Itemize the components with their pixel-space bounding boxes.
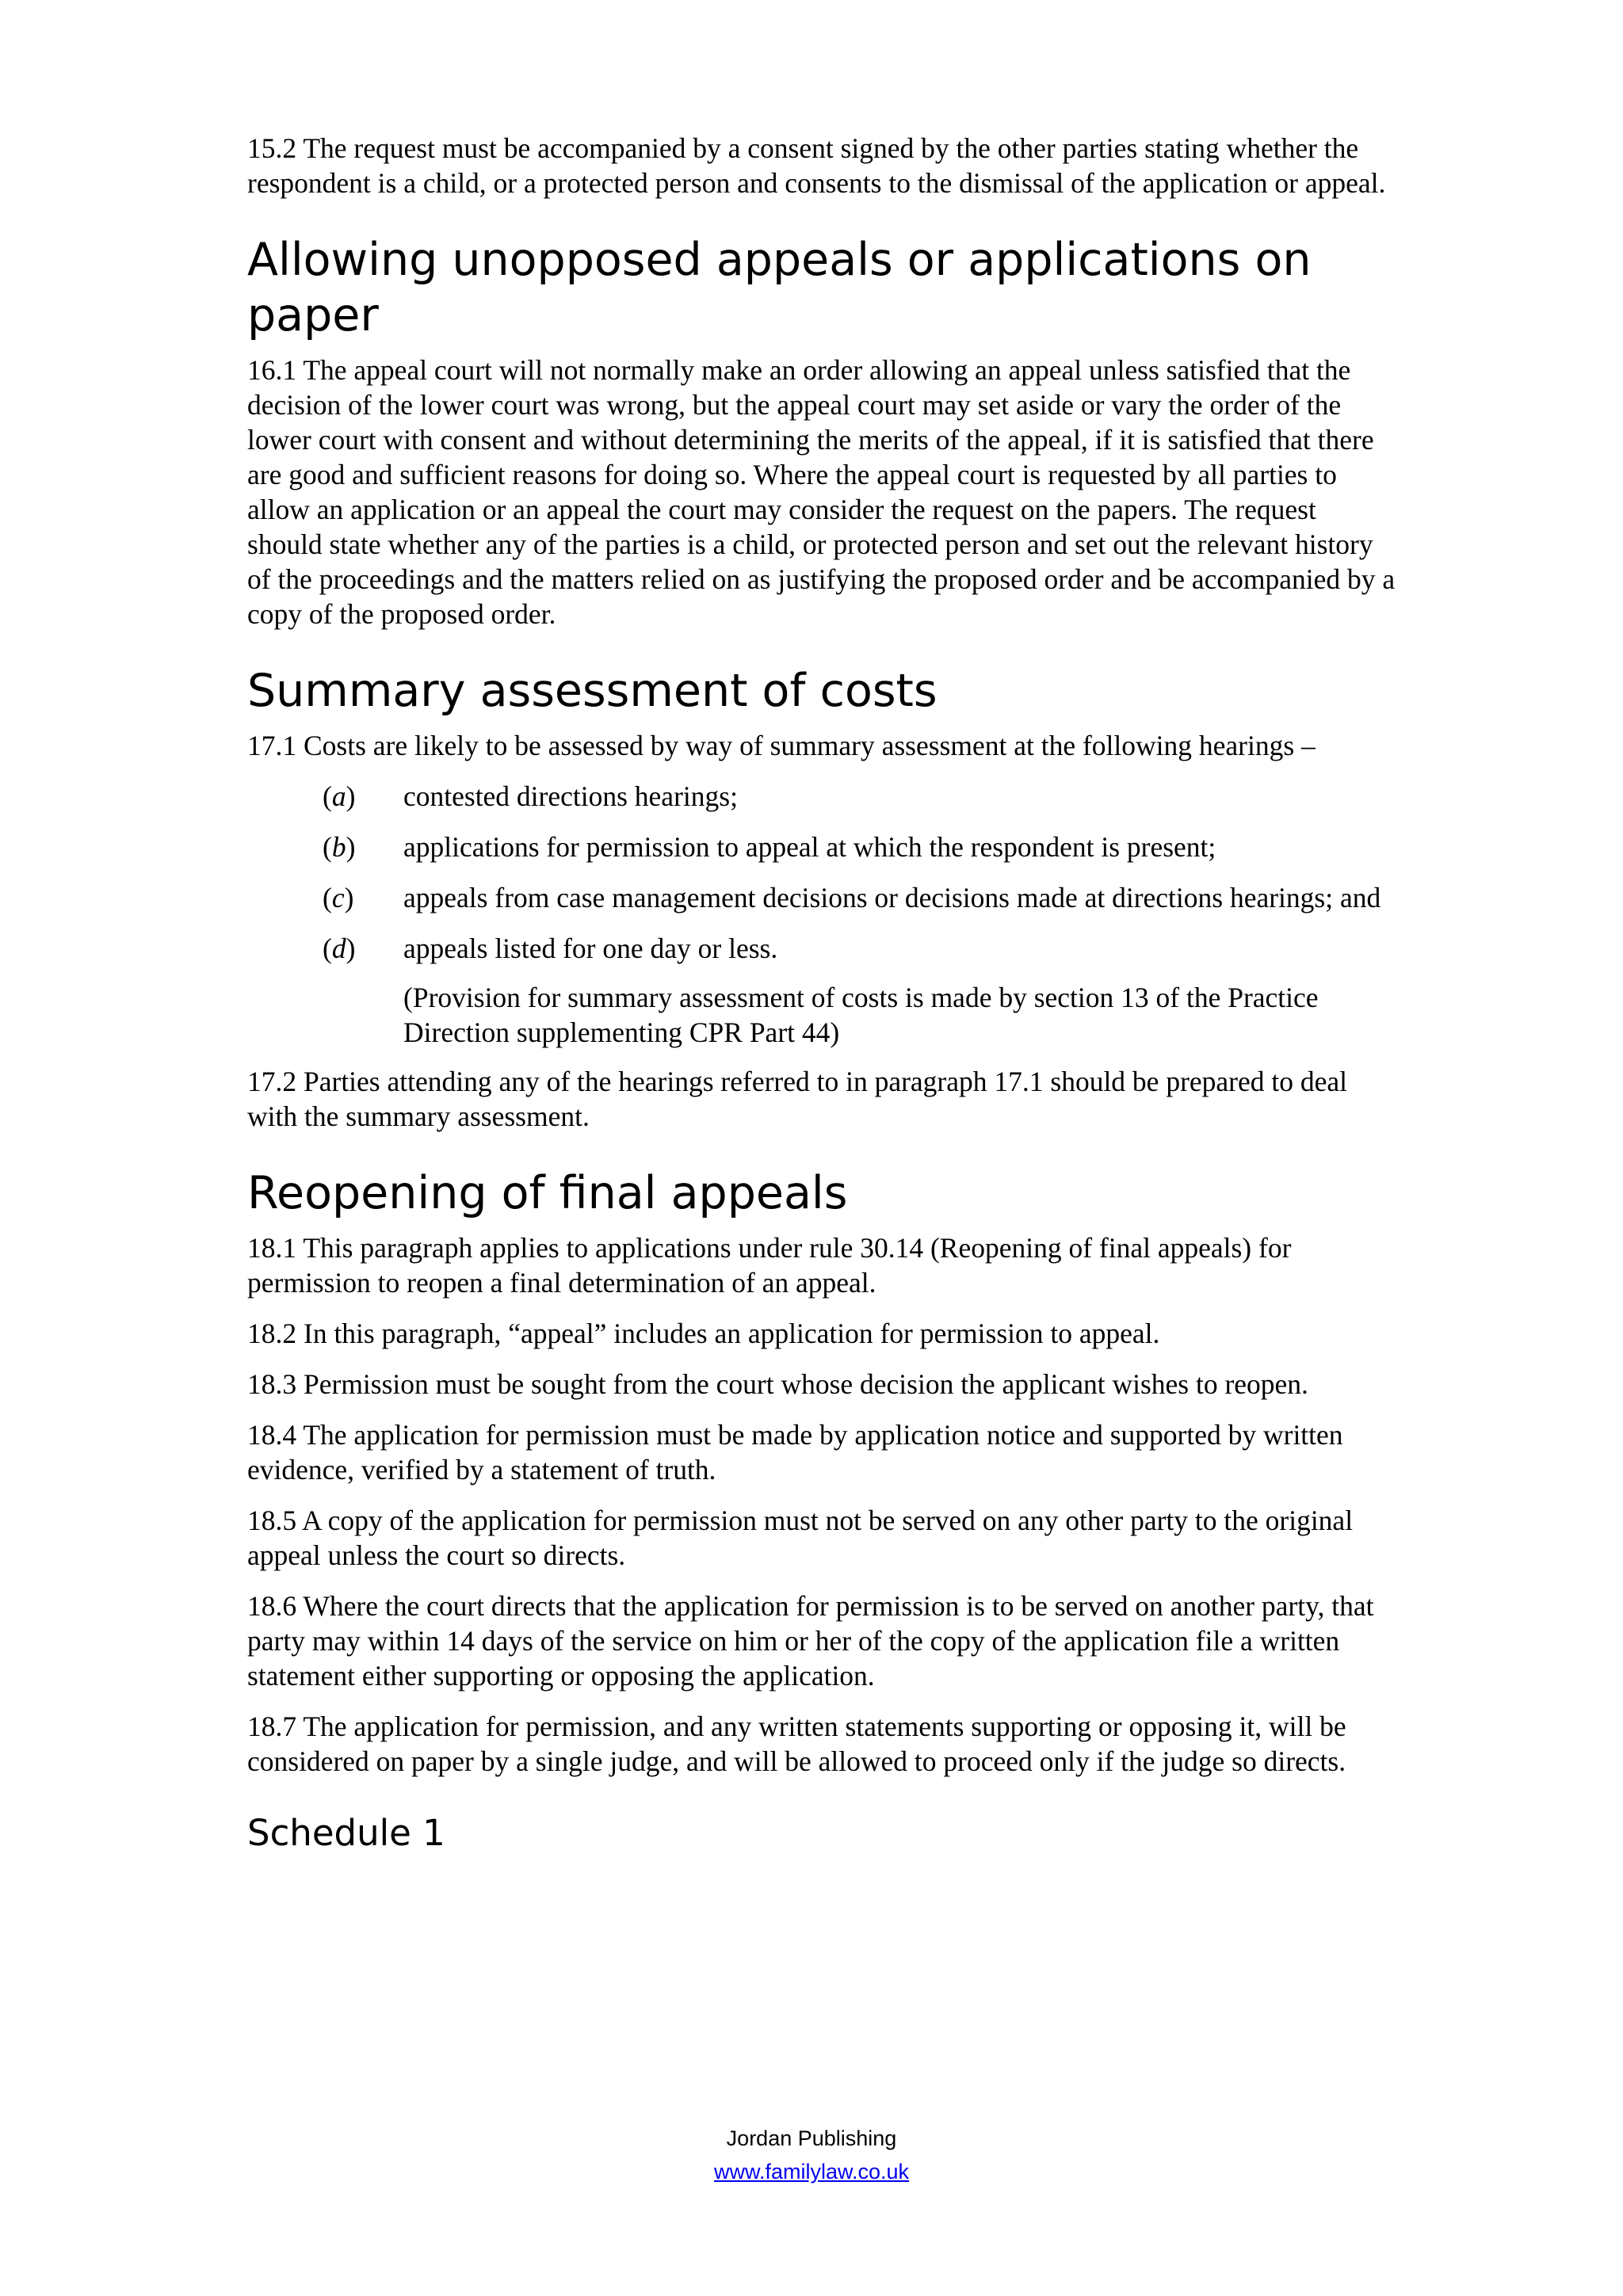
provision-note: (Provision for summary assessment of costs is made by section 13 of the Practice Direction supplementing CPR Part 44) [403,982,1319,1048]
list-item-label: (c) [323,882,354,913]
heading-summary-assessment: Summary assessment of costs [247,665,938,717]
paragraph-18-3: 18.3 Permission must be sought from the court whose decision the applicant wishes to reopen. [247,1368,1308,1400]
hearings-list [247,779,1396,966]
paragraph-16-1: 16.1 The appeal court will not normally make an order allowing an appeal unless satisfied that the decision of the lower court was wrong, but the appeal court may set aside or vary the order of the lower court with consent and without determining the merits of the appeal, if it is satisfied that there are good and sufficient reasons for doing so. Where the appeal court is requested by all parties to allow an application or an appeal the court may consider the request on the papers. The request should state whether any of the parties is a child, or protected person and set out the relevant history of the proceedings and the matters relied on as justifying the proposed order and be accompanied by a copy of the proposed order. [247,354,1396,630]
paragraph-18-6: 18.6 Where the court directs that the application for permission is to be served on another party, that party may within 14 days of the service on him or her of the copy of the application file a written statement either supporting or opposing the application. [247,1590,1374,1691]
list-item-label: (b) [323,831,356,863]
paragraph-18-2: 18.2 In this paragraph, “appeal” includes an application for permission to appeal. [247,1318,1160,1349]
list-item-text: contested directions hearings; [403,780,738,812]
list-item [247,931,1396,966]
list-item [247,779,1396,814]
paragraph-18-5: 18.5 A copy of the application for permission must not be served on any other party to the original appeal unless the court so directs. [247,1505,1354,1571]
list-item-label: (a) [323,780,356,812]
list-item-text: appeals listed for one day or less. [403,933,778,964]
list-item [247,880,1396,915]
heading-schedule-1: Schedule 1 [247,1812,445,1854]
heading-unopposed-appeals: Allowing unopposed appeals or applications on paper [247,234,1312,341]
paragraph-18-7: 18.7 The application for permission, and any written statements supporting or opposing it, will be considered on paper by a single judge, and will be allowed to proceed only if the judge so directs. [247,1711,1346,1777]
paragraph-18-1: 18.1 This paragraph applies to applications under rule 30.14 (Reopening of final appeals) for permission to reopen a final determination of an appeal. [247,1232,1292,1299]
list-item-label: (d) [323,933,356,964]
footer-publisher: Jordan Publishing [726,2126,897,2150]
paragraph-15-2: 15.2 The request must be accompanied by a consent signed by the other parties stating whether the respondent is a child, or a protected person and consents to the dismissal of the application or appeal. [247,132,1386,199]
document-page [247,131,1396,1856]
list-item-text: appeals from case management decisions or decisions made at directions hearings; and [403,882,1381,913]
footer-website-link[interactable]: www.familylaw.co.uk [713,2160,910,2183]
paragraph-17-1: 17.1 Costs are likely to be assessed by way of summary assessment at the following hearings – [247,730,1316,761]
list-item [247,830,1396,864]
paragraph-17-2: 17.2 Parties attending any of the hearings referred to in paragraph 17.1 should be prepared to deal with the summary assessment. [247,1066,1347,1132]
paragraph-18-4: 18.4 The application for permission must be made by application notice and supported by written evidence, verified by a statement of truth. [247,1419,1343,1486]
list-item-text: applications for permission to appeal at which the respondent is present; [403,831,1216,863]
heading-reopening-appeals: Reopening of final appeals [247,1167,848,1219]
